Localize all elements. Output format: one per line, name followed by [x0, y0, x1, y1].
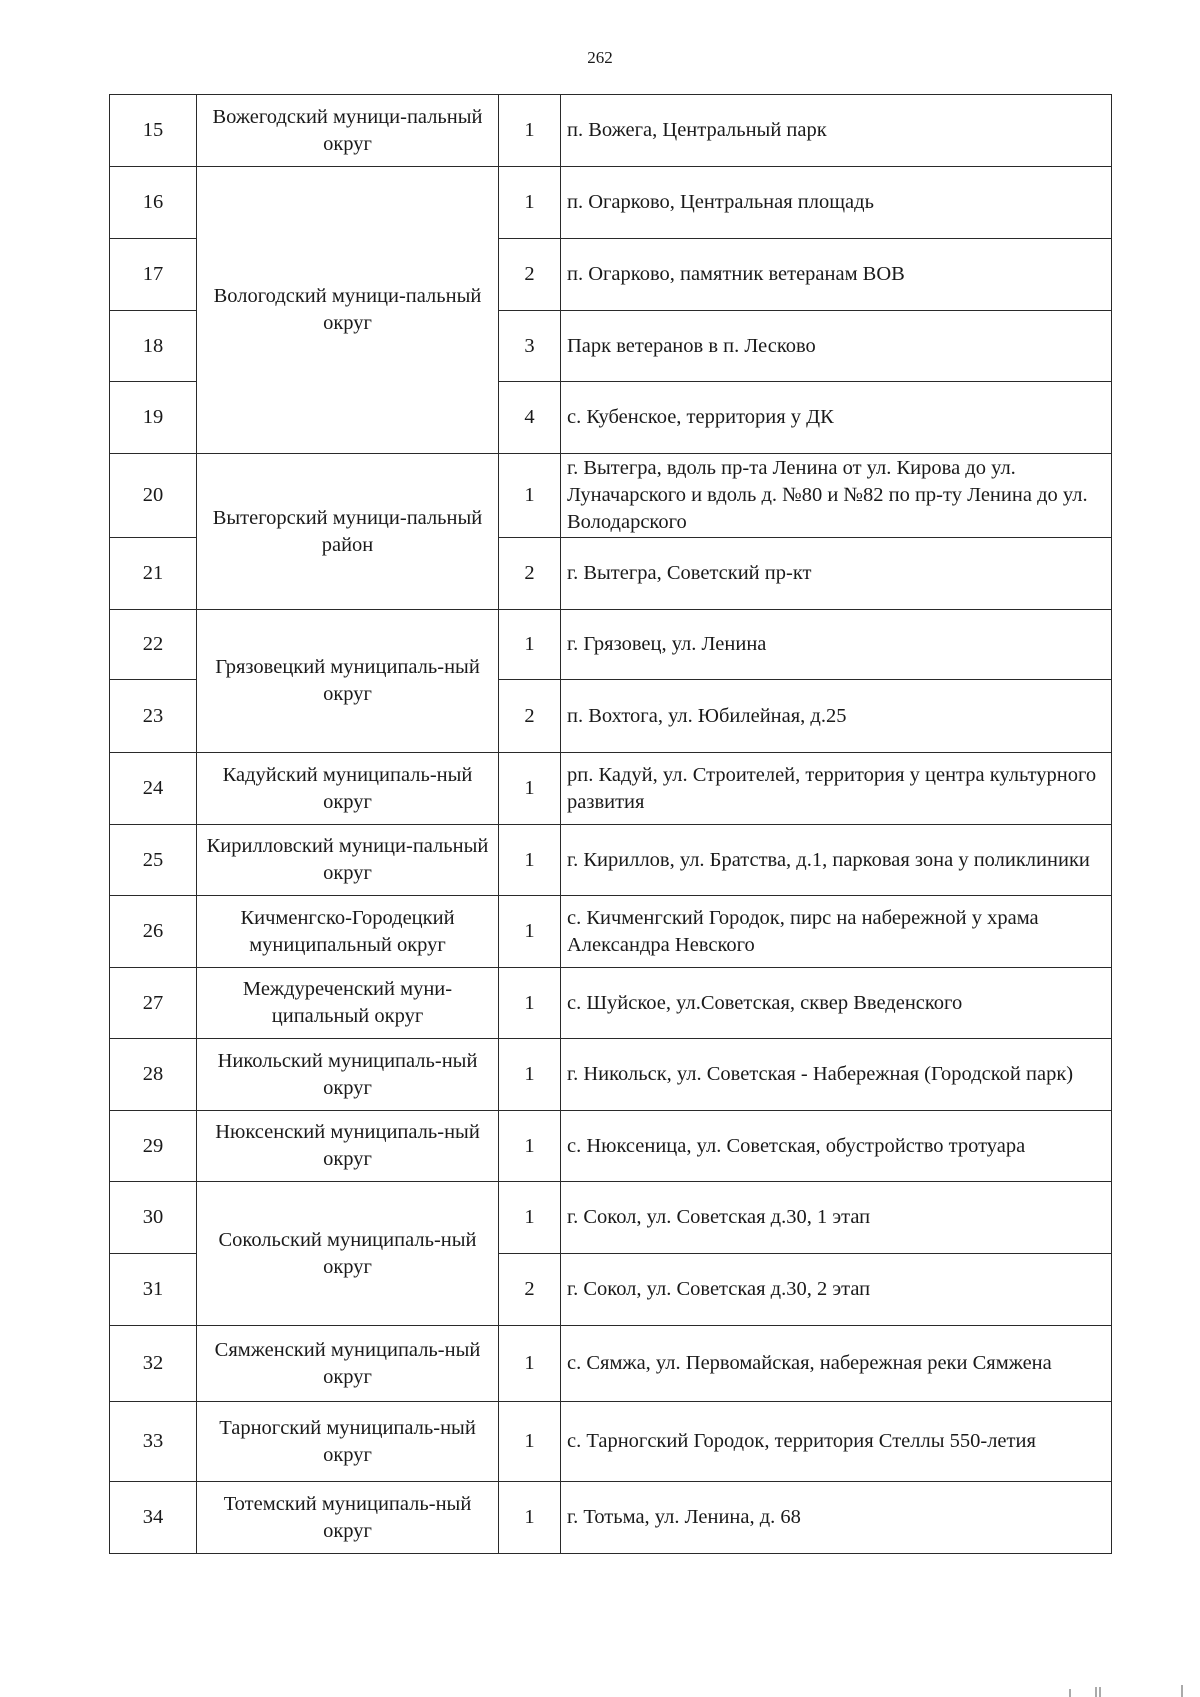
improvement-sites-table — [109, 94, 1112, 1554]
site-address-cell: г. Тотьма, ул. Ленина, д. 68 — [561, 1482, 1112, 1554]
row-number-cell: 24 — [110, 753, 197, 825]
municipality-cell: Тотемский муниципаль-ный округ — [197, 1482, 499, 1554]
municipality-cell: Вытегорский муници-пальный район — [197, 454, 499, 610]
site-index-cell: 1 — [499, 1482, 561, 1554]
site-index-cell: 1 — [499, 1111, 561, 1182]
site-address-cell: с. Шуйское, ул.Советская, сквер Введенского — [561, 968, 1112, 1039]
site-index-cell: 2 — [499, 538, 561, 610]
table-row — [110, 896, 1112, 968]
table-row — [110, 968, 1112, 1039]
site-index-cell: 2 — [499, 680, 561, 753]
table-row — [110, 1182, 1112, 1254]
municipality-cell: Междуреченский муни-ципальный округ — [197, 968, 499, 1039]
site-address-cell: г. Сокол, ул. Советская д.30, 2 этап — [561, 1254, 1112, 1326]
municipality-cell: Кичменгско-Городецкий муниципальный округ — [197, 896, 499, 968]
row-number-cell: 26 — [110, 896, 197, 968]
row-number-cell: 30 — [110, 1182, 197, 1254]
table-row — [110, 1482, 1112, 1554]
site-index-cell: 1 — [499, 1182, 561, 1254]
site-index-cell: 2 — [499, 1254, 561, 1326]
site-address-cell: п. Огарково, памятник ветеранам ВОВ — [561, 239, 1112, 311]
site-index-cell: 1 — [499, 825, 561, 896]
row-number-cell: 16 — [110, 167, 197, 239]
site-index-cell: 1 — [499, 753, 561, 825]
site-address-cell: с. Сямжа, ул. Первомайская, набережная реки Сямжена — [561, 1326, 1112, 1402]
row-number-cell: 28 — [110, 1039, 197, 1111]
site-index-cell: 3 — [499, 311, 561, 382]
table-row — [110, 610, 1112, 680]
municipality-cell: Тарногский муниципаль-ный округ — [197, 1402, 499, 1482]
site-address-cell: с. Кичменгский Городок, пирс на набережной у храма Александра Невского — [561, 896, 1112, 968]
row-number-cell: 25 — [110, 825, 197, 896]
row-number-cell: 29 — [110, 1111, 197, 1182]
table-row — [110, 95, 1112, 167]
site-address-cell: рп. Кадуй, ул. Строителей, территория у центра культурного развития — [561, 753, 1112, 825]
row-number-cell: 21 — [110, 538, 197, 610]
site-address-cell: г. Сокол, ул. Советская д.30, 1 этап — [561, 1182, 1112, 1254]
site-index-cell: 1 — [499, 1039, 561, 1111]
table-body — [110, 95, 1112, 1554]
row-number-cell: 15 — [110, 95, 197, 167]
scan-edge-marks — [1066, 1685, 1186, 1697]
site-address-cell: п. Огарково, Центральная площадь — [561, 167, 1112, 239]
table-row — [110, 1326, 1112, 1402]
site-address-cell: г. Вытегра, Советский пр-кт — [561, 538, 1112, 610]
municipality-cell: Кирилловский муници-пальный округ — [197, 825, 499, 896]
row-number-cell: 32 — [110, 1326, 197, 1402]
row-number-cell: 22 — [110, 610, 197, 680]
site-index-cell: 1 — [499, 167, 561, 239]
row-number-cell: 18 — [110, 311, 197, 382]
row-number-cell: 33 — [110, 1402, 197, 1482]
row-number-cell: 23 — [110, 680, 197, 753]
site-index-cell: 1 — [499, 1326, 561, 1402]
site-address-cell: с. Тарногский Городок, территория Стеллы 550-летия — [561, 1402, 1112, 1482]
site-address-cell: с. Нюксеница, ул. Советская, обустройство тротуара — [561, 1111, 1112, 1182]
municipality-cell: Никольский муниципаль-ный округ — [197, 1039, 499, 1111]
row-number-cell: 27 — [110, 968, 197, 1039]
table-row — [110, 1402, 1112, 1482]
site-address-cell: п. Вожега, Центральный парк — [561, 95, 1112, 167]
site-address-cell: г. Вытегра, вдоль пр-та Ленина от ул. Кирова до ул. Луначарского и вдоль д. №80 и №82 по пр-ту Ленина до ул. Володарского — [561, 454, 1112, 538]
municipality-cell: Сямженский муниципаль-ный округ — [197, 1326, 499, 1402]
site-address-cell: г. Грязовец, ул. Ленина — [561, 610, 1112, 680]
municipality-cell: Грязовецкий муниципаль-ный округ — [197, 610, 499, 753]
site-address-cell: п. Вохтога, ул. Юбилейная, д.25 — [561, 680, 1112, 753]
site-index-cell: 1 — [499, 95, 561, 167]
municipality-cell: Нюксенский муниципаль-ный округ — [197, 1111, 499, 1182]
site-index-cell: 1 — [499, 610, 561, 680]
site-index-cell: 2 — [499, 239, 561, 311]
row-number-cell: 19 — [110, 382, 197, 454]
row-number-cell: 17 — [110, 239, 197, 311]
site-index-cell: 1 — [499, 454, 561, 538]
row-number-cell: 34 — [110, 1482, 197, 1554]
page-number: 262 — [587, 48, 613, 67]
table-row — [110, 167, 1112, 239]
table-row — [110, 1111, 1112, 1182]
site-index-cell: 1 — [499, 968, 561, 1039]
table-row — [110, 753, 1112, 825]
table-row — [110, 1039, 1112, 1111]
site-address-cell: г. Кириллов, ул. Братства, д.1, парковая зона у поликлиники — [561, 825, 1112, 896]
table-row — [110, 825, 1112, 896]
site-address-cell: с. Кубенское, территория у ДК — [561, 382, 1112, 454]
row-number-cell: 20 — [110, 454, 197, 538]
row-number-cell: 31 — [110, 1254, 197, 1326]
site-index-cell: 4 — [499, 382, 561, 454]
municipality-cell: Вожегодский муници-пальный округ — [197, 95, 499, 167]
site-address-cell: г. Никольск, ул. Советская - Набережная (Городской парк) — [561, 1039, 1112, 1111]
municipality-cell: Вологодский муници-пальный округ — [197, 167, 499, 454]
municipality-cell: Сокольский муниципаль-ный округ — [197, 1182, 499, 1326]
table-row — [110, 454, 1112, 538]
municipality-cell: Кадуйский муниципаль-ный округ — [197, 753, 499, 825]
site-address-cell: Парк ветеранов в п. Лесково — [561, 311, 1112, 382]
site-index-cell: 1 — [499, 896, 561, 968]
site-index-cell: 1 — [499, 1402, 561, 1482]
